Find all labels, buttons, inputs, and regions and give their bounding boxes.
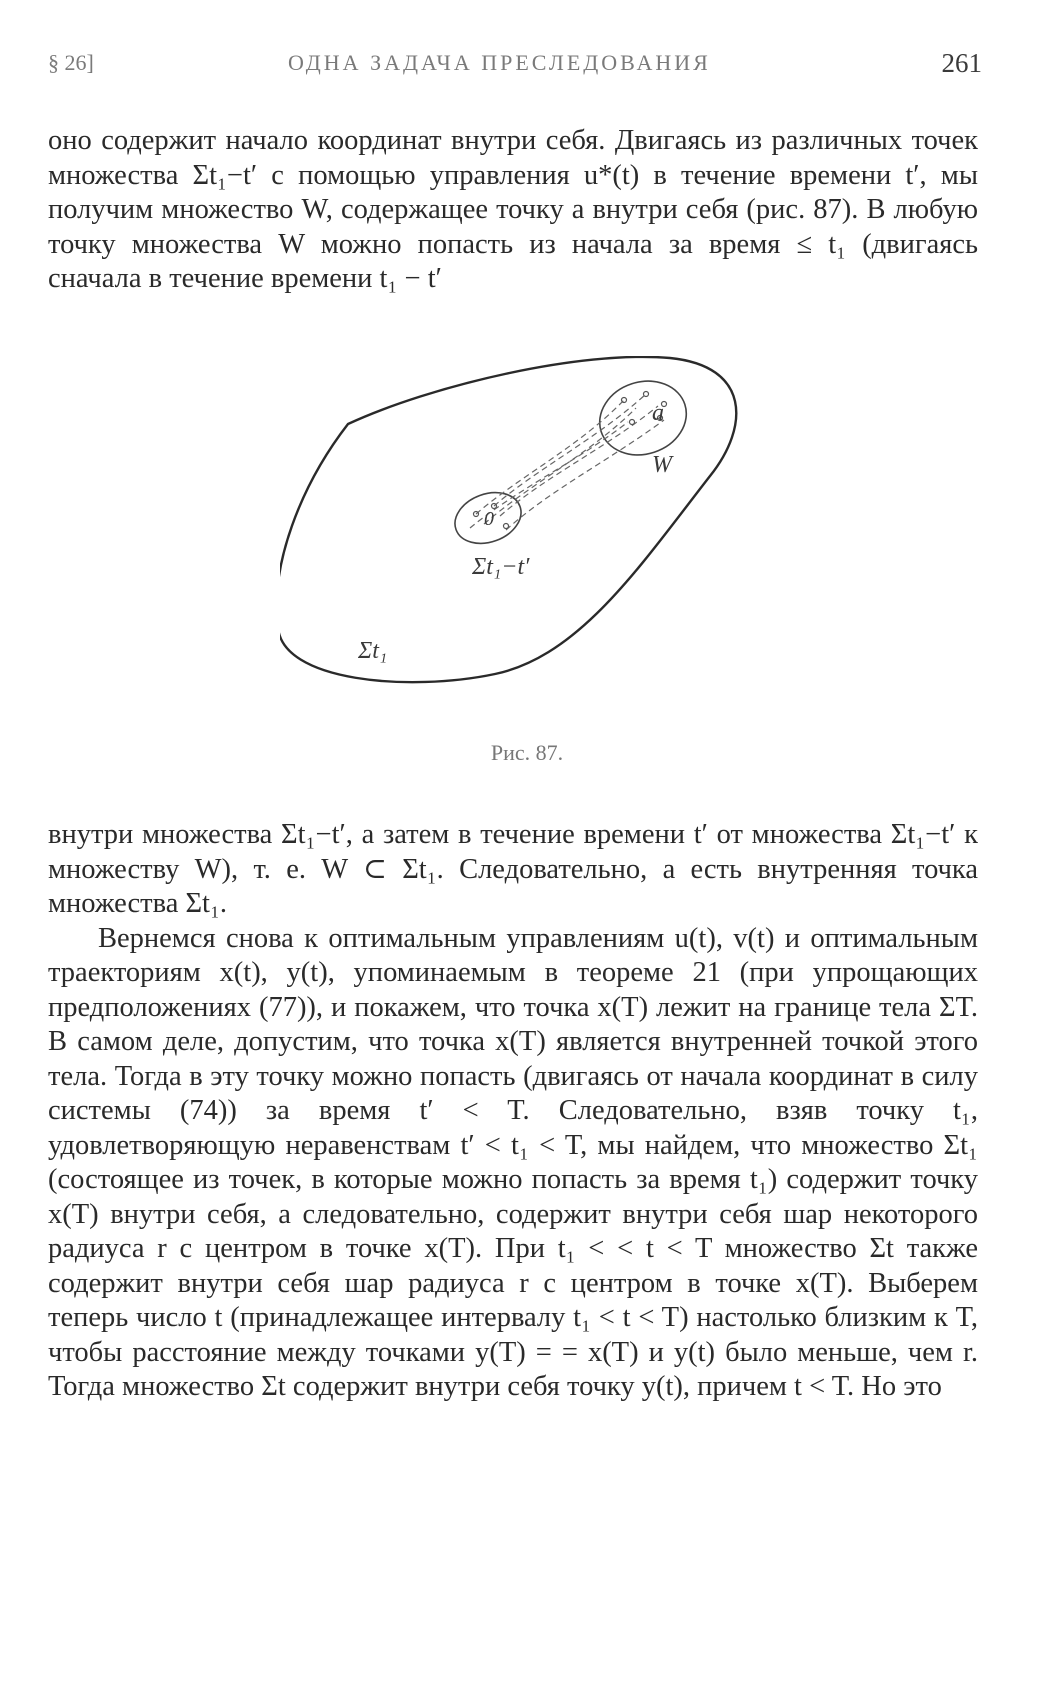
paragraph: внутри множества Σt₁−t′, а затем в течение времени t′ от множества Σt₁−t′ к множеству W), т. е. W ⊂ Σt₁. Следовательно, a есть внутренняя точка множества Σt₁. [48, 819, 978, 919]
figure-caption: Рис. 87. [490, 740, 564, 765]
label-inner-set: Σt₁−t′ [472, 554, 530, 580]
paragraph: оно содержит начало координат внутри себя. Двигаясь из различных точек множества Σt₁−t′ с помощью управления u*(t) в течение времени t′, мы получим множество W, содержащее точку a внутри себя (рис. 87). В любую точку множества W можно попасть из начала за время ≤ t₁ (двигаясь сначала в течение времени t₁ − t′ [48, 125, 978, 294]
text-block-bottom [48, 818, 978, 1405]
label-point-a: a [652, 400, 664, 426]
page-number: 261 [941, 48, 982, 78]
figure-87 [280, 356, 780, 696]
page-header [48, 50, 982, 90]
label-origin: 0 [484, 508, 494, 530]
label-set-W: W [652, 452, 672, 478]
paragraph: Вернемся снова к оптимальным управлениям u(t), v(t) и оптимальным траекториям x(t), y(t), упоминаемым в теореме 21 (при упрощающих предположениях (77)), и покажем, что точка x(T) лежит на границе тела ΣT. В самом деле, допустим, что точка x(T) является внутренней точкой этого тела. Тогда в эту точку можно попасть (двигаясь от начала координат в силу системы (74)) за время t′ < T. Следовательно, взяв точку t₁, удовлетворяющую неравенствам t′ < t₁ < T, мы найдем, что множество Σt₁ (состоящее из точек, в которые можно попасть за время t₁) содержит точку x(T) внутри себя, а следовательно, содержит внутри себя шар некоторого радиуса r с центром в точке x(T). При t₁ < < t < T множество Σt также содержит внутри себя шар радиуса r с центром в точке x(T). Выберем теперь число t (принадлежащее интервалу t₁ < t < T) настолько близким к T, чтобы расстояние между точками y(T) = = x(T) и y(t) было меньше, чем r. Тогда множество Σt содержит внутри себя точку y(t), причем t < T. Но это [48, 922, 978, 1402]
text-block-top [48, 124, 978, 297]
running-title: ОДНА ЗАДАЧА ПРЕСЛЕДОВАНИЯ [288, 50, 711, 75]
figure-diagram [280, 356, 780, 696]
label-outer-set: Σt₁ [358, 638, 388, 664]
section-number: § 26] [48, 50, 94, 75]
trajectory-bundle [470, 394, 664, 530]
point-markers [474, 392, 667, 529]
outer-set-boundary [280, 357, 736, 682]
